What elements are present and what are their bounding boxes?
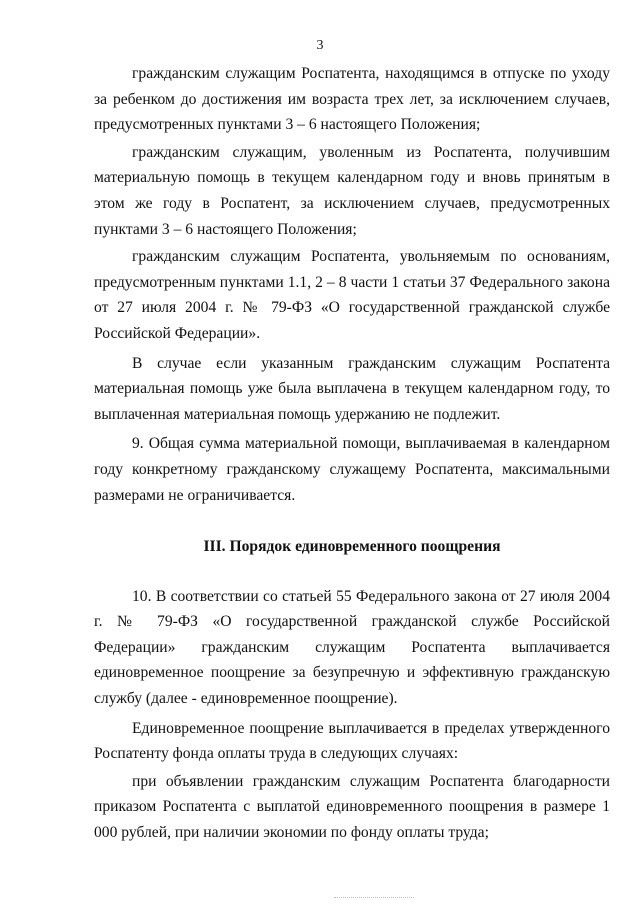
scan-artifact — [334, 897, 414, 900]
paragraph-leave-exclusion: гражданским служащим Роспатента, находящимся в отпуске по уходу за ребенком до достижения им возраста трех лет, за исключением случаев, предусмотренных пунктами 3 – 6 настоящего Положения; — [94, 65, 610, 134]
document-body — [94, 61, 610, 846]
paragraph-dismissed-rehired: гражданским служащим, уволенным из Роспатента, получившим материальную помощь в текущем календарном году и вновь принятым в этом же году в Роспатент, за исключением случаев, предусмотренных пунктами 3 – 6 настоящего Положения; — [94, 143, 610, 238]
section-heading: III. Порядок единовременного поощрения — [203, 538, 501, 556]
paragraph-item-10: 10. В соответствии со статьей 55 Федерального закона от 27 июля 2004 г. № 79-ФЗ «О государственной гражданской службе Российской Федерации» гражданским служащим Роспатента выплачивается единовременное поощрение за безупречную и эффективную гражданскую службу (далее - единовременное поощрение). — [94, 587, 610, 708]
paragraph-already-paid: В случае если указанным гражданским служащим Роспатента материальная помощь уже была выплачена в текущем календарном году, то выплаченная материальная помощь удержанию не подлежит. — [94, 354, 610, 423]
paragraph-dismissal-grounds: гражданским служащим Роспатента, увольняемым по основаниям, предусмотренным пунктами 1.1, 2 – 8 части 1 статьи 37 Федерального закона от 27 июля 2004 г. № 79-ФЗ «О государственной гражданской службе Российской Федерации». — [94, 248, 610, 342]
paragraph-payment-conditions: Единовременное поощрение выплачивается в пределах утвержденного Роспатенту фонда оплаты труда в следующих случаях: — [94, 719, 610, 763]
paragraph-item-9: 9. Общая сумма материальной помощи, выплачиваемая в календарном году конкретному гражданскому служащему Роспатента, максимальными размерами не ограничивается. — [94, 435, 610, 504]
page-number: 3 — [316, 38, 324, 53]
paragraph-gratitude-bonus: при объявлении гражданским служащим Роспатента благодарности приказом Роспатента с выплатой единовременного поощрения в размере 1 000 рублей, при наличии экономии по фонду оплаты труда; — [94, 772, 610, 842]
